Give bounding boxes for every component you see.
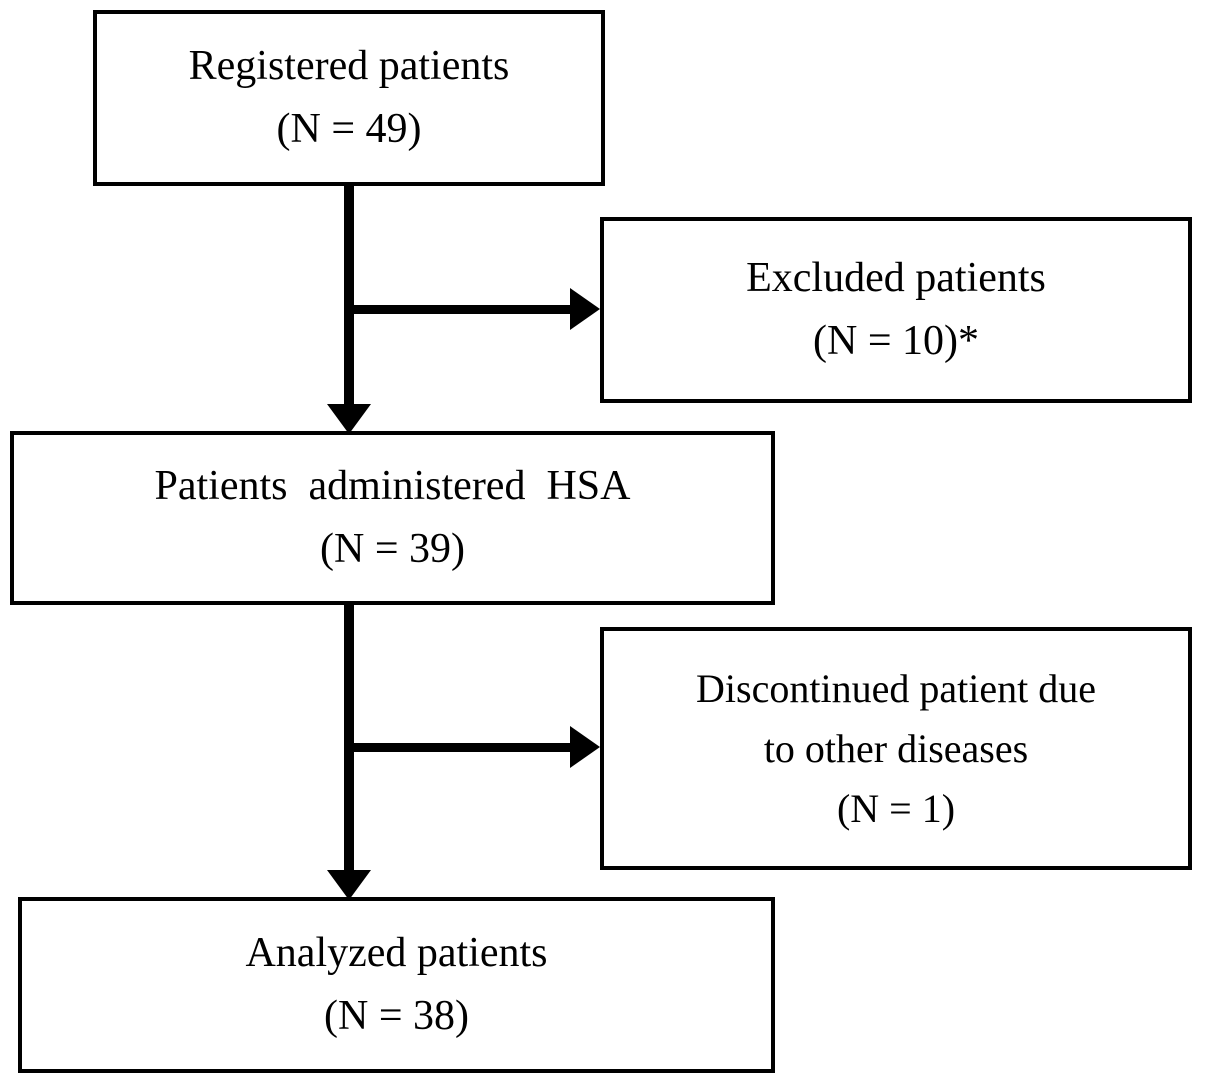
edge-registered-to-administered-line	[344, 186, 354, 411]
node-registered-patients-line-2: (N = 49)	[276, 106, 422, 152]
node-registered-patients	[93, 10, 605, 186]
node-discontinued-patient-line-3: (N = 1)	[836, 785, 956, 831]
edge-administered-to-discontinued-line	[349, 743, 576, 752]
node-registered-patients-line-1: Registered patients	[188, 43, 510, 89]
node-discontinued-patient-line-1: Discontinued patient due	[696, 665, 1096, 711]
node-analyzed-patients-line-1: Analyzed patients	[245, 930, 548, 976]
edge-registered-to-excluded-line	[349, 305, 576, 314]
edge-registered-to-administered-arrowhead	[327, 404, 371, 434]
node-discontinued-patient-line-2: to other diseases	[763, 725, 1029, 771]
node-patients-administered-hsa-line-1: Patients administered HSA	[154, 463, 631, 509]
edge-administered-to-analyzed-line	[344, 605, 354, 877]
node-analyzed-patients-line-2: (N = 38)	[324, 993, 469, 1039]
node-analyzed-patients	[18, 897, 775, 1073]
node-excluded-patients-line-2: (N = 10)*	[813, 318, 979, 364]
edge-registered-to-excluded-arrowhead	[570, 288, 600, 330]
edge-administered-to-discontinued-arrowhead	[570, 726, 600, 768]
node-excluded-patients	[600, 217, 1192, 403]
node-patients-administered-hsa-line-2: (N = 39)	[320, 526, 465, 572]
node-discontinued-patient	[600, 627, 1192, 870]
edge-administered-to-analyzed-arrowhead	[327, 870, 371, 900]
node-patients-administered-hsa	[10, 431, 775, 605]
node-excluded-patients-line-1: Excluded patients	[746, 255, 1046, 301]
